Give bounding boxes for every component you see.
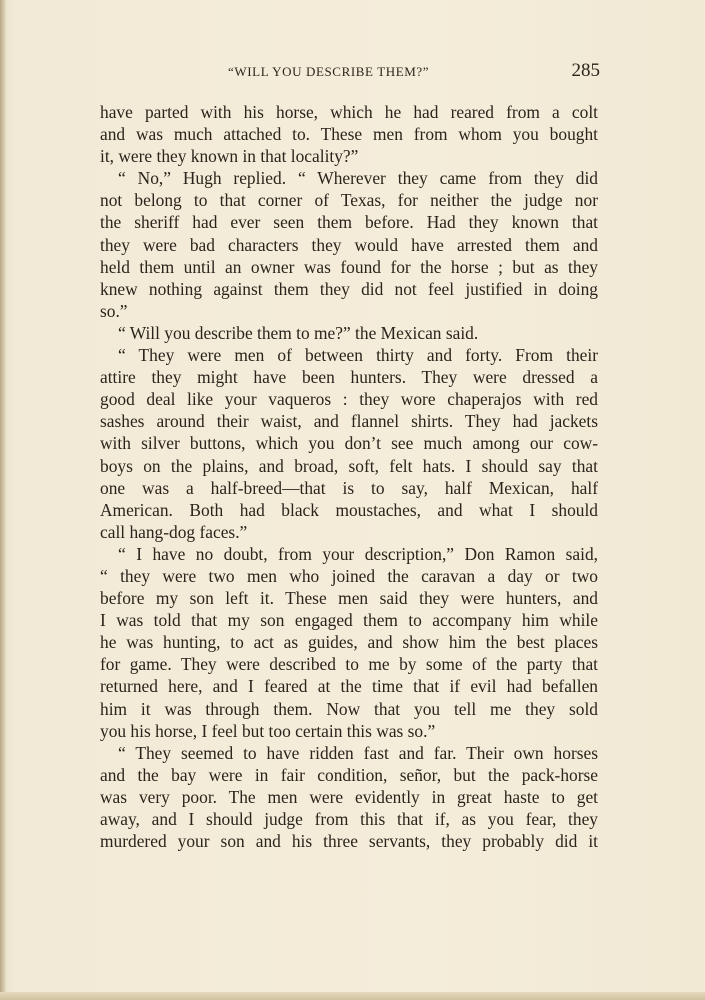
text-line: sashes around their waist, and flannel shirts. They had jackets — [100, 411, 598, 432]
text-line: not belong to that corner of Texas, for neither the judge nor — [100, 190, 598, 211]
text-line: attire they might have been hunters. They were dressed a — [100, 367, 598, 388]
page-header — [100, 62, 600, 86]
text-line: “ I have no doubt, from your description,” Don Ramon said, — [118, 543, 598, 564]
text-line: “ Will you describe them to me?” the Mexican said. — [118, 322, 479, 343]
text-line: away, and I should judge from this that if, as you fear, they — [100, 809, 598, 829]
text-line: returned here, and I feared at the time that if evil had befallen — [100, 676, 598, 697]
text-line: good deal like your vaqueros : they wore chaperajos with red — [100, 389, 598, 410]
text-line: held them until an owner was found for the horse ; but as they — [100, 256, 598, 277]
text-line: him it was through them. Now that you tell me they sold — [100, 698, 598, 719]
text-line: so.” — [100, 300, 128, 321]
text-line: “ No,” Hugh replied. “ Wherever they came from they did — [118, 168, 598, 189]
text-line: murdered your son and his three servants, they probably did it — [100, 831, 598, 852]
text-line: the sheriff had ever seen them before. Had they known that — [100, 212, 598, 233]
text-line: you his horse, I feel but too certain this was so.” — [100, 720, 436, 741]
text-line: before my son left it. These men said they were hunters, and — [100, 588, 598, 609]
text-line: and was much attached to. These men from whom you bought — [100, 124, 598, 145]
text-line: with silver buttons, which you don’t see much among our cow- — [100, 433, 598, 454]
page-gutter — [0, 0, 6, 1000]
text-line: knew nothing against them they did not feel justified in doing — [100, 278, 598, 299]
text-line: boys on the plains, and broad, soft, felt hats. I should say that — [100, 455, 598, 476]
text-line: for game. They were described to me by some of the party that — [100, 654, 598, 675]
text-line: “ They were men of between thirty and forty. From their — [118, 345, 598, 366]
text-line: was very poor. The men were evidently in great haste to get — [100, 786, 598, 807]
text-line: I was told that my son engaged them to accompany him while — [100, 610, 598, 631]
page-bottom-edge — [0, 992, 705, 1000]
text-line: have parted with his horse, which he had reared from a colt — [100, 102, 598, 122]
page-number: 285 — [571, 60, 600, 81]
text-line: “ They seemed to have ridden fast and far. Their own horses — [118, 742, 598, 763]
text-line: it, were they known in that locality?” — [100, 146, 359, 167]
text-line: “ they were two men who joined the caravan a day or two — [100, 565, 598, 586]
body-text — [100, 101, 598, 852]
text-line: and the bay were in fair condition, señor, but the pack-horse — [100, 764, 598, 785]
text-line: one was a half-breed—that is to say, half Mexican, half — [100, 477, 598, 498]
running-head: “WILL YOU DESCRIBE THEM?” — [228, 64, 430, 79]
text-line: American. Both had black moustaches, and what I should — [100, 499, 598, 520]
text-line: call hang-dog faces.” — [100, 521, 248, 542]
text-line: he was hunting, to act as guides, and show him the best places — [100, 632, 598, 653]
text-line: they were bad characters they would have arrested them and — [100, 234, 598, 255]
